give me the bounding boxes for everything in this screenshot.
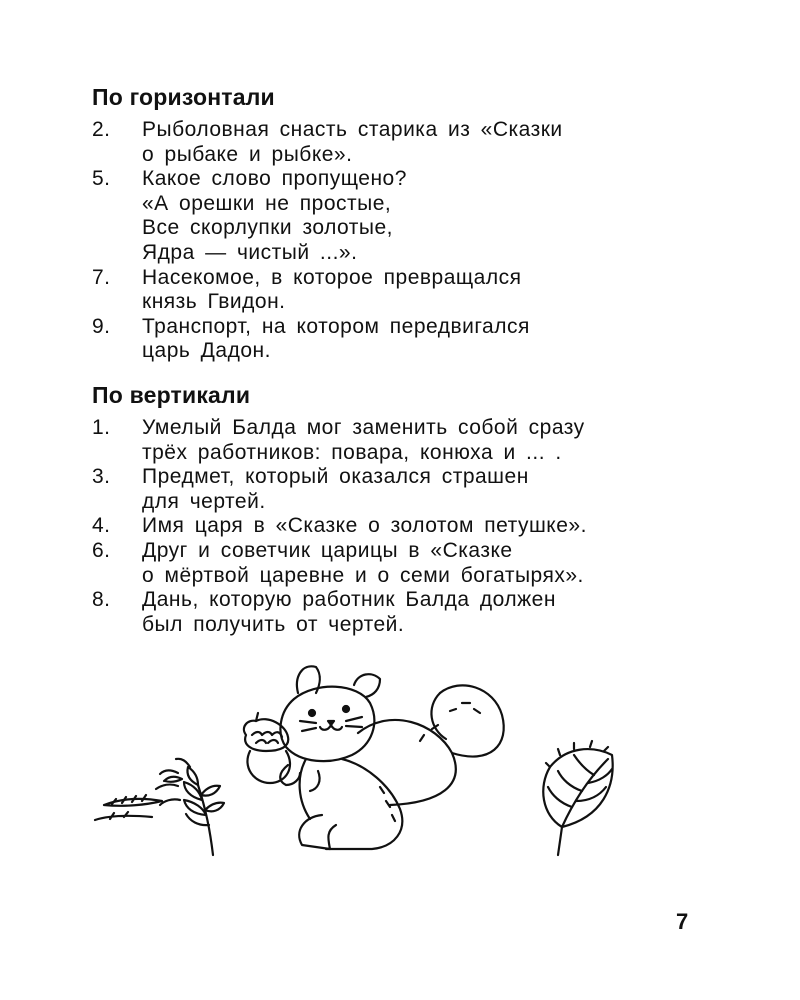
clue-line: был получить от чертей. [142,612,405,636]
clue-text [142,465,732,514]
clue-number: 3. [92,465,111,489]
clue-number: 1. [92,416,111,439]
clue-number: 9. [92,314,111,338]
clue-line: о мёртвой царевне и о семи богатырях». [142,563,584,587]
clue-number: 5. [92,167,111,191]
clue-vertical-3 [92,465,732,514]
clue-line: князь Гвидон. [142,290,286,314]
rowan-branch-icon [95,759,224,855]
clue-line: Имя царя в «Сказке о золотом петушке». [142,514,587,538]
clue-line: о рыбаке и рыбке». [142,142,353,166]
clue-text [142,266,732,315]
clue-line: царь Дадон. [142,339,271,363]
clue-vertical-4 [92,514,732,539]
clue-line: Ядра — чистый ...». [142,240,358,264]
clue-line: Дань, которую работник Балда должен [142,588,556,612]
section-heading-vertical: По вертикали [92,382,251,408]
clue-vertical-1 [92,416,732,465]
clue-number: 2. [92,118,111,141]
clue-horizontal-9 [92,315,732,364]
clue-line: Друг и советчик царицы в «Сказке [142,538,513,562]
clue-line: для чертей. [142,489,266,513]
clue-vertical-6 [92,539,732,588]
leaf-icon [543,741,612,855]
clue-horizontal-2 [92,118,732,167]
squirrel-with-acorn-illustration [244,666,504,849]
clue-number: 7. [92,265,111,289]
section-horizontal [92,84,732,364]
page-number: 7 [676,909,689,934]
clue-line: Какое слово пропущено? [142,167,407,191]
clue-line: Все скорлупки золотые, [142,216,394,240]
acorn-icon [244,713,290,783]
clue-line: Умелый Балда мог заменить собой сразу [142,416,585,439]
clue-number: 6. [92,538,111,562]
clue-line: трёх работников: повара, конюха и ... . [142,440,562,464]
clue-line: Рыболовная снасть старика из «Сказки [142,118,563,141]
clue-line: Насекомое, в которое превращался [142,265,522,289]
clue-line: Предмет, который оказался страшен [142,465,529,489]
clue-text [142,315,732,364]
clue-horizontal-5 [92,167,732,265]
clue-text [142,118,732,167]
clue-number: 4. [92,514,111,538]
clue-line: «А орешки не простые, [142,191,392,215]
clue-horizontal-7 [92,266,732,315]
clue-text [142,588,732,637]
illustration [90,655,710,860]
clue-text [142,539,732,588]
section-heading-horizontal: По горизонтали [92,84,275,110]
clue-text [142,514,732,539]
clue-vertical-8 [92,588,732,637]
clue-text [142,167,732,265]
clue-line: Транспорт, на котором передвигался [142,314,530,338]
clue-text [142,416,732,465]
clue-number: 8. [92,588,111,612]
section-vertical [92,382,732,637]
